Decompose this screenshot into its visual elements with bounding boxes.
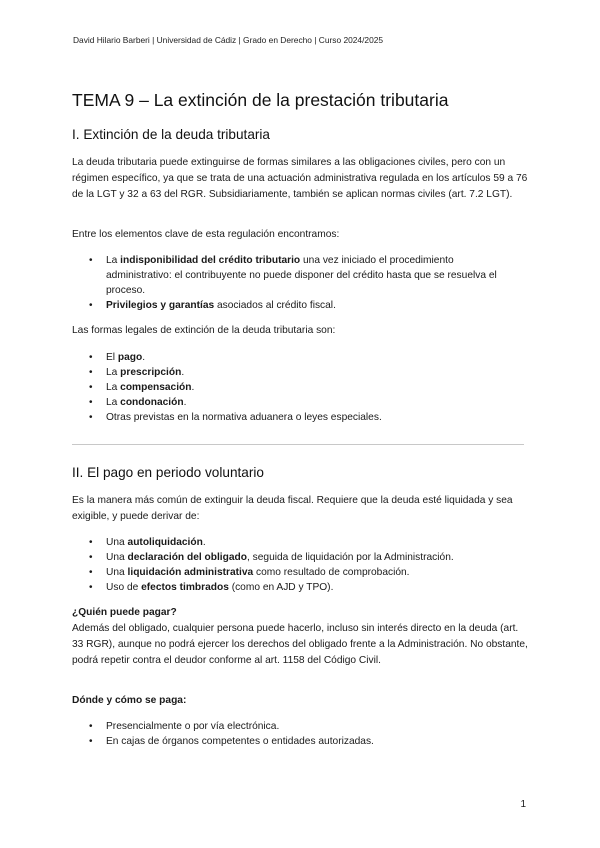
page-number: 1 [520,799,526,810]
where-how-list-block [72,719,528,749]
list-item: • La compensación. [72,380,528,395]
list-item: • Una liquidación administrativa como resultado de comprobación. [72,565,528,580]
list-item: • Una declaración del obligado, seguida de liquidación por la Administración. [72,550,528,565]
list-item: • Una autoliquidación. [72,535,528,550]
who-can-pay-block [72,605,528,669]
list-item: • El pago. [72,350,528,365]
elements-list [72,253,528,313]
section-2-intro [72,493,528,525]
section-1-intro [72,155,528,203]
who-can-pay-text: Además del obligado, cualquier persona puede hacerlo, incluso sin interés directo en la deuda (art. 33 RGR), aunque no podrá ejercer los derechos del obligado frente a la Administración. No obstante, podrá repetir contra el deudor conforme al art. 1158 del Código Civil. [72,623,528,666]
list-item: • La prescripción. [72,365,528,380]
section-1-heading: I. Extinción de la deuda tributaria [72,127,270,142]
list-item: • Uso de efectos timbrados (como en AJD y TPO). [72,580,528,595]
list-item: • En cajas de órganos competentes o entidades autorizadas. [72,734,528,749]
forms-intro [72,323,528,339]
where-how-heading-block [72,693,528,709]
where-how-heading: Dónde y cómo se paga: [72,695,187,706]
elements-intro [72,227,528,243]
list-item: • Presencialmente o por vía electrónica. [72,719,528,734]
list-item: • Otras previstas en la normativa aduanera o leyes especiales. [72,410,528,425]
section-2-heading: II. El pago en periodo voluntario [72,465,264,480]
page-title: TEMA 9 – La extinción de la prestación tributaria [72,90,449,110]
elements-intro-text: Entre los elementos clave de esta regulación encontramos: [72,229,340,240]
payment-sources-block [72,535,528,595]
list-item: • La condonación. [72,395,528,410]
section-2-intro-text: Es la manera más común de extinguir la deuda fiscal. Requiere que la deuda esté liquidada y sea exigible, y puede derivar de: [72,495,513,522]
forms-list-block [72,350,528,425]
elements-list-block [72,253,528,313]
forms-intro-text: Las formas legales de extinción de la deuda tributaria son: [72,325,336,336]
list-item: • Privilegios y garantías asociados al crédito fiscal. [72,298,528,313]
page-header: David Hilario Barberi | Universidad de Cádiz | Grado en Derecho | Curso 2024/2025 [73,35,384,45]
section-1-intro-text: La deuda tributaria puede extinguirse de formas similares a las obligaciones civiles, pero con un régimen específico, ya que se trata de una actuación administrativa regulada en los artículos 59 a 76 de la LGT y 32 a 63 del RGR. Subsidiariamente, también se aplican normas civiles (art. 7.2 LGT). [72,157,528,200]
payment-sources-list [72,535,528,595]
forms-list [72,350,528,425]
where-how-list [72,719,528,749]
who-can-pay-heading: ¿Quién puede pagar? [72,607,177,618]
list-item: • La indisponibilidad del crédito tributario una vez iniciado el procedimiento administrativo: el contribuyente no puede disponer del crédito hasta que se resuelva el proceso. [72,253,528,298]
section-divider [72,444,524,445]
